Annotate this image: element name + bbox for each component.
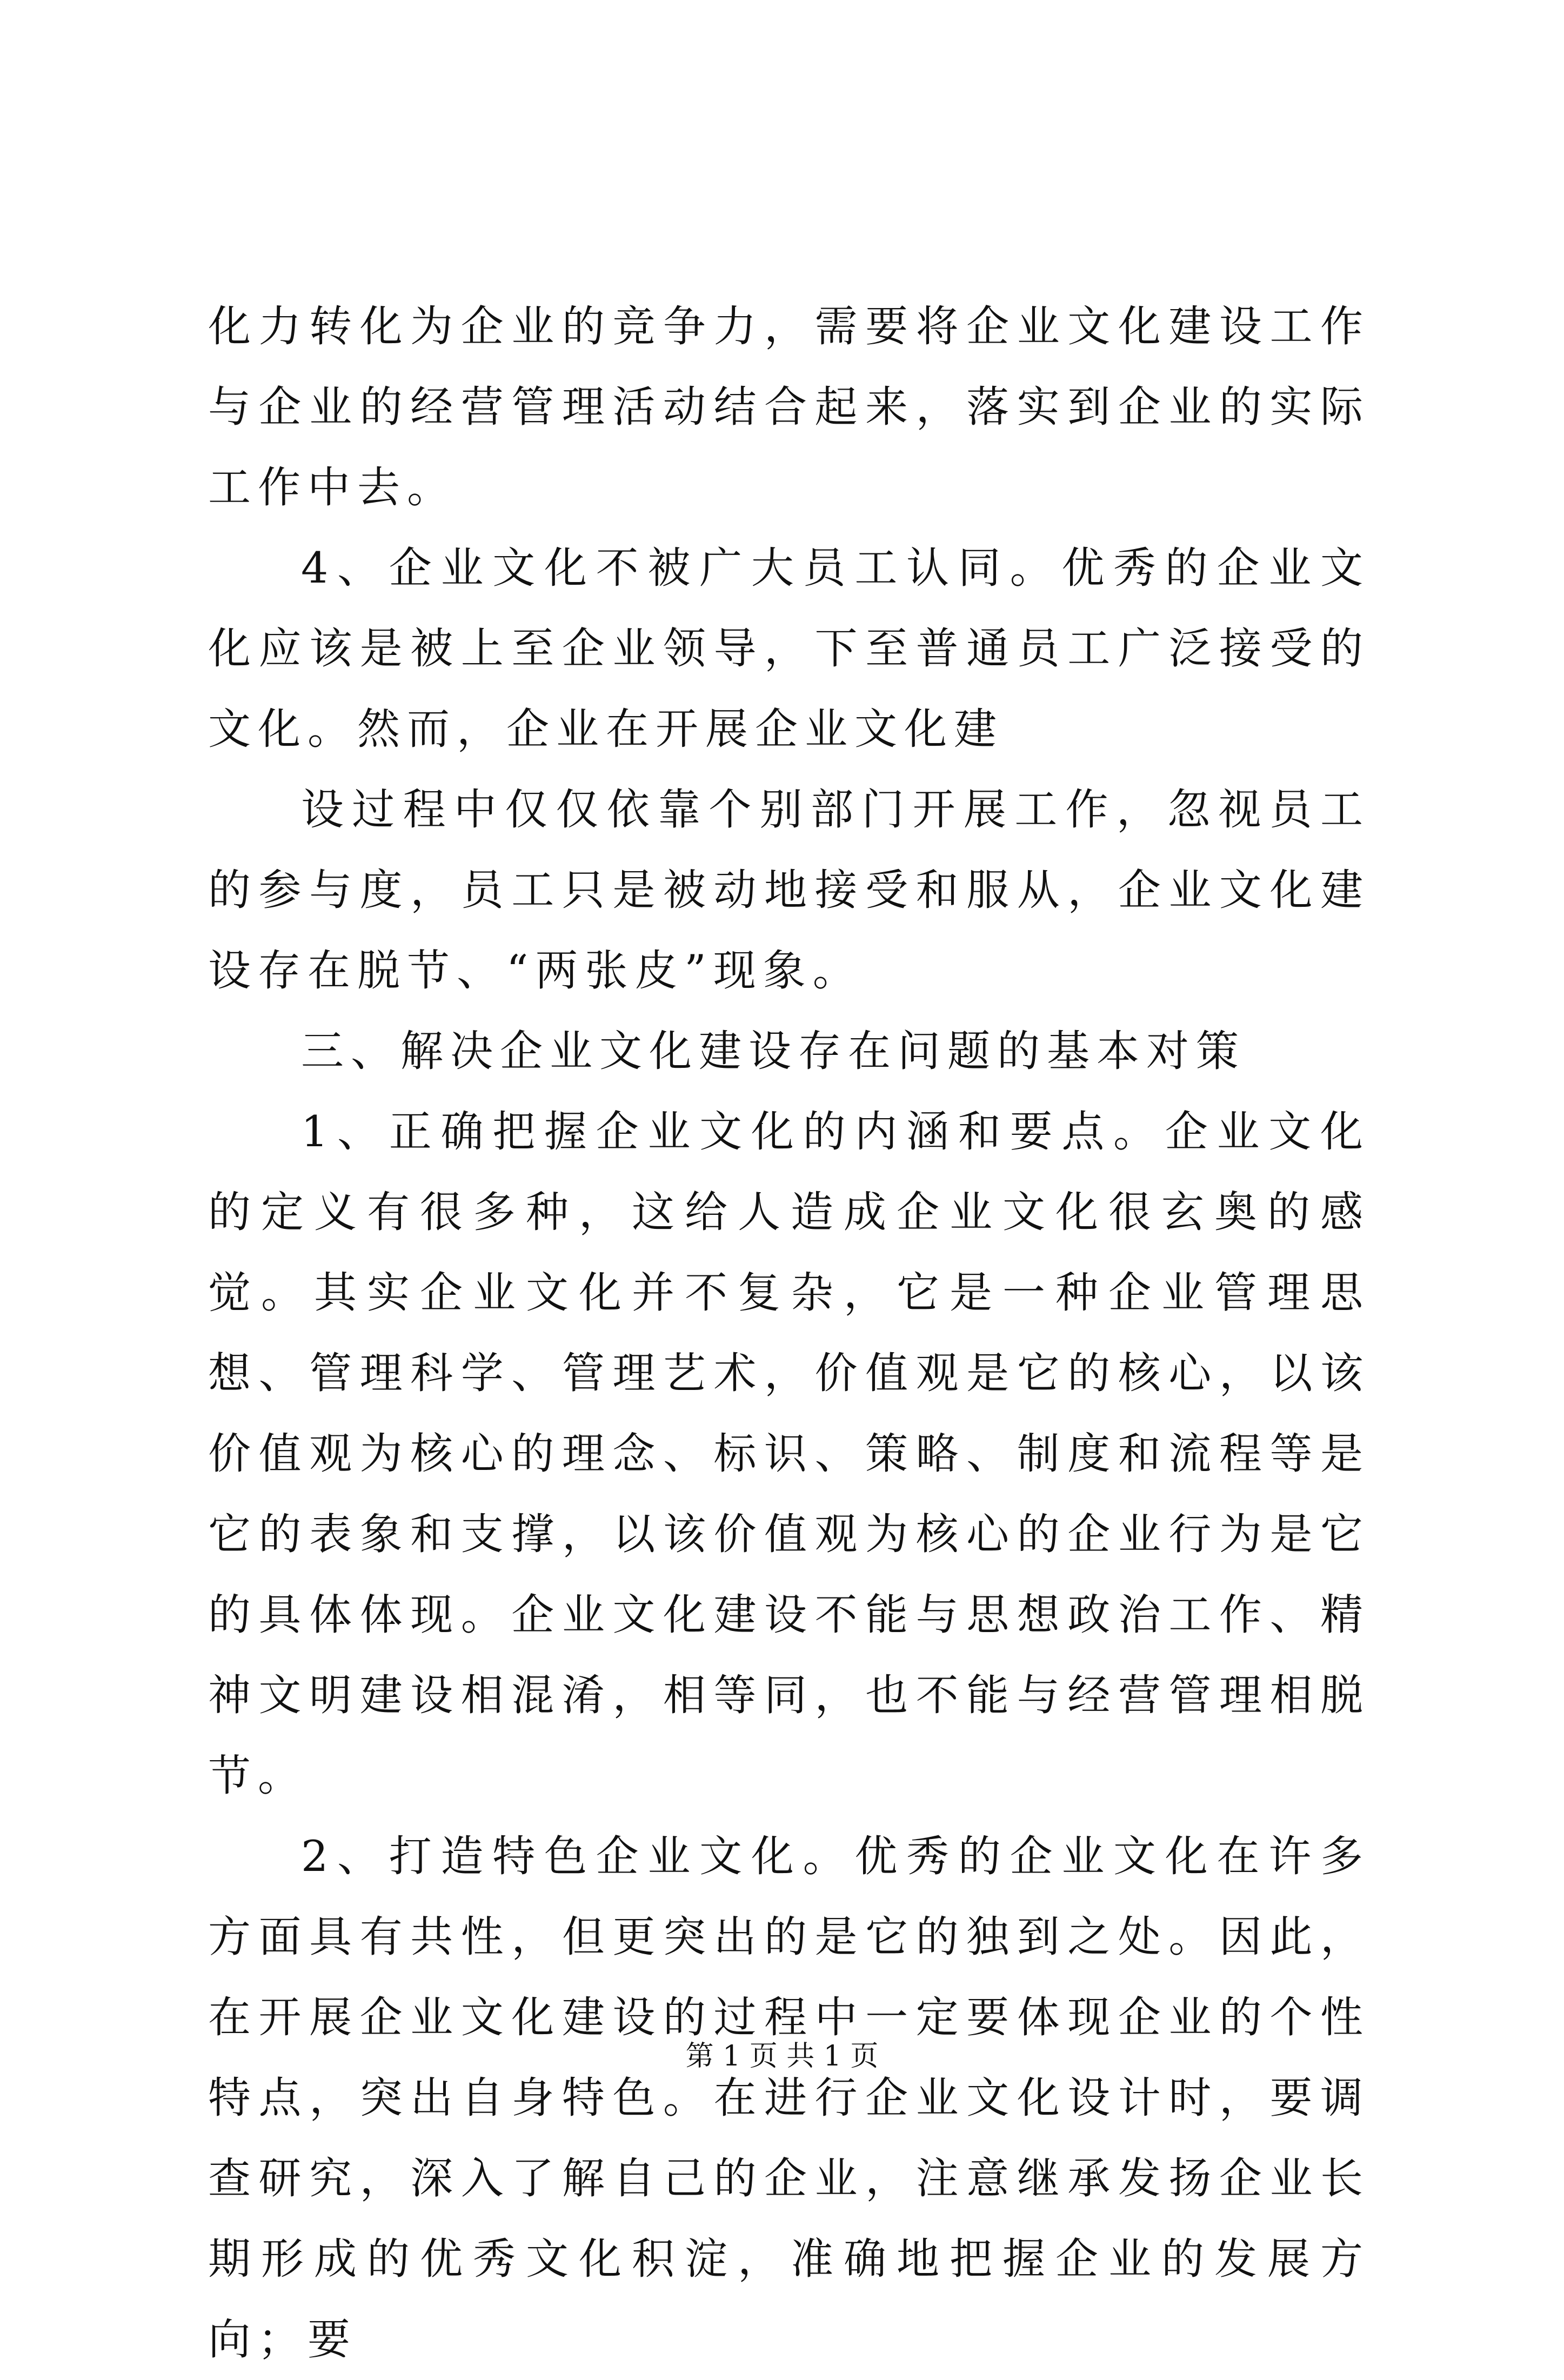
paragraph-countermeasure-2: 2、打造特色企业文化。优秀的企业文化在许多方面具有共性，但更突出的是它的独到之处。因此，在开展企业文化建设的过程中一定要体现企业的个性特点，突出自身特色。在进行企业文化设计时，要调查研究，深入了解自己的企业，注意继承发扬企业长期形成的优秀文化积淀，准确地把握企业的发展方向；要	[208, 1831, 1370, 2364]
paragraph-countermeasure-1: 1、正确把握企业文化的内涵和要点。企业文化的定义有很多种，这给人造成企业文化很玄奥的感觉。其实企业文化并不复杂，它是一种企业管理思想、管理科学、管理艺术，价值观是它的核心，以该价值观为核心的理念、标识、策略、制度和流程等是它的表象和支撑，以该价值观为核心的企业行为是它的具体体现。企业文化建设不能与思想政治工作、精神文明建设相混淆，相等同，也不能与经营管理相脱节。	[208, 1107, 1370, 1801]
section-heading-3: 三、解决企业文化建设存在问题的基本对策	[301, 1026, 1246, 1076]
paragraph-continuation: 化力转化为企业的竞争力，需要将企业文化建设工作与企业的经营管理活动结合起来，落实到企业的实际工作中去。	[208, 302, 1370, 512]
paragraph-item-4: 4、企业文化不被广大员工认同。优秀的企业文化应该是被上至企业领导，下至普通员工广泛接受的文化。然而，企业在开展企业文化建	[208, 543, 1370, 754]
page-footer: 第 1 页 共 1 页	[685, 2040, 879, 2073]
paragraph-item-4-continued: 设过程中仅仅依靠个别部门开展工作，忽视员工的参与度，员工只是被动地接受和服从，企业文化建设存在脱节、“两张皮”现象。	[208, 785, 1370, 995]
